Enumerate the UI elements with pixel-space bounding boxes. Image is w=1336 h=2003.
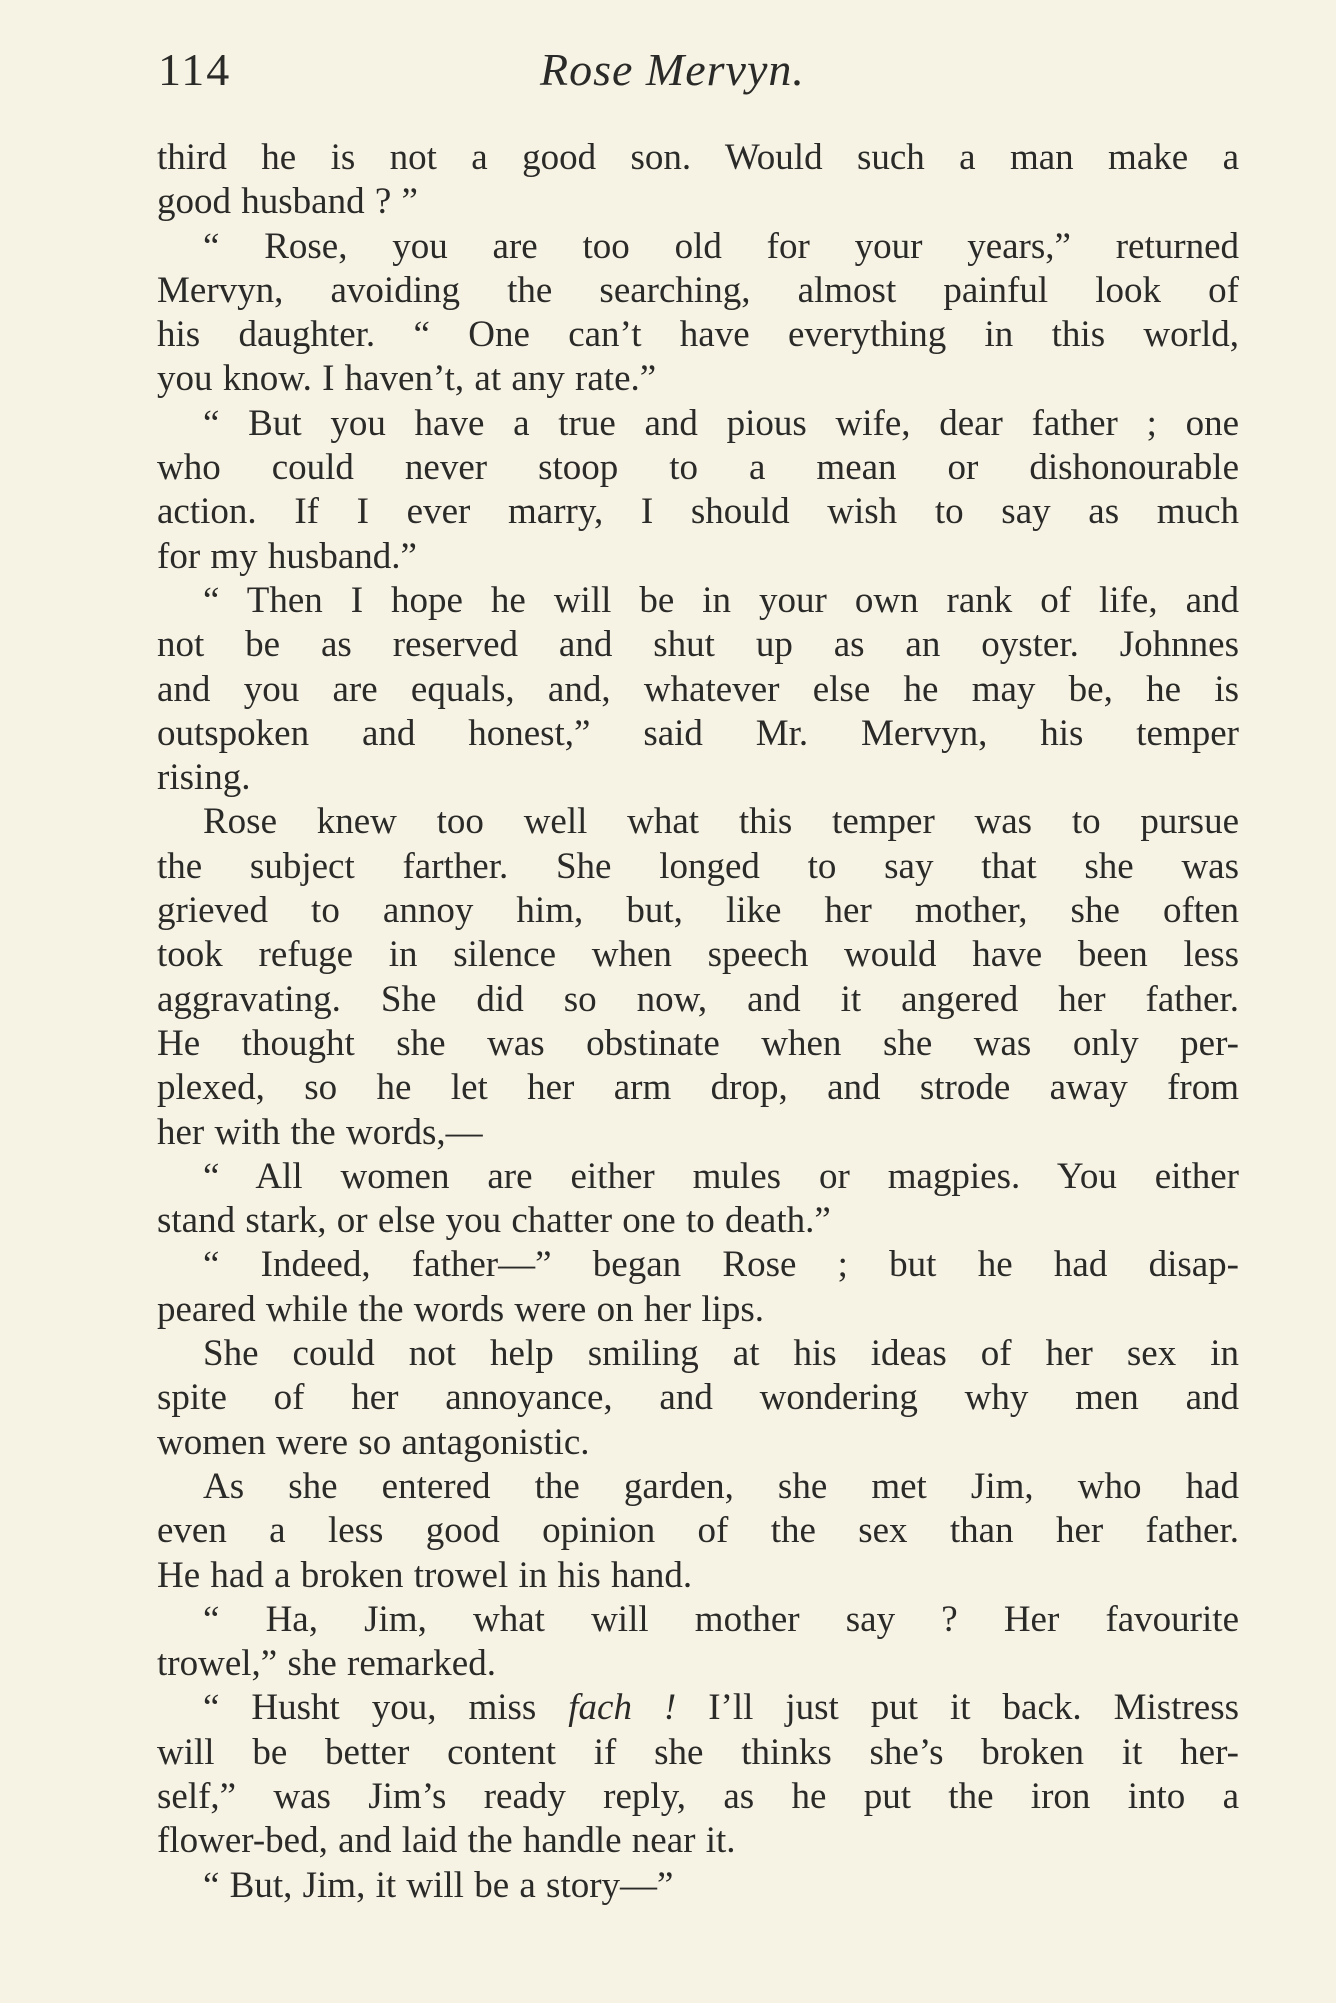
text-line: plexed, so he let her arm drop, and strode away from [157,1067,1239,1109]
text-line: “ But you have a true and pious wife, dear father ; one [203,402,1239,444]
text-line: her with the words,— [157,1111,483,1153]
text-line: will be better content if she thinks she’s broken it her- [157,1731,1239,1773]
text-line: you know. I haven’t, at any rate.” [157,358,657,400]
text-line: who could never stoop to a mean or dishonourable [157,447,1239,489]
text-line: Mervyn, avoiding the searching, almost painful look of [157,269,1239,311]
text-line: not be as reserved and shut up as an oyster. Johnnes [157,624,1239,666]
text-line: spite of her annoyance, and wondering why men and [157,1377,1239,1419]
text-line: third he is not a good son. Would such a man make a [157,137,1239,178]
text-run: “ Husht you, miss [203,1687,569,1729]
text-line: She could not help smiling at his ideas of her sex in [203,1333,1239,1375]
text-line: his daughter. “ One can’t have everything in this world, [157,314,1239,356]
text-line: women were so antagonistic. [157,1421,590,1463]
text-line: “ But, Jim, it will be a story—” [203,1864,674,1906]
page-number: 114 [158,44,232,95]
text-line: stand stark, or else you chatter one to death.” [157,1200,831,1242]
text-line [157,1686,1239,1730]
text-line: flower-bed, and laid the handle near it. [157,1820,736,1862]
text-line: As she entered the garden, she met Jim, who had [203,1465,1239,1507]
text-line: aggravating. She did so now, and it angered her father. [157,978,1239,1020]
text-line: rising. [157,757,251,799]
text-line: for my husband.” [157,535,417,577]
body-text [157,136,1239,1908]
text-line: peared while the words were on her lips. [157,1288,765,1330]
italic-text-run: fach ! [568,1687,677,1729]
text-line: self,” was Jim’s ready reply, as he put the iron into a [157,1775,1239,1817]
text-line: “ Rose, you are too old for your years,” returned [203,225,1239,267]
text-line: action. If I ever marry, I should wish to say as much [157,491,1239,533]
text-line: even a less good opinion of the sex than her father. [157,1510,1239,1552]
text-line: outspoken and honest,” said Mr. Mervyn, his temper [157,712,1239,754]
text-line: “ Indeed, father—” began Rose ; but he had disap- [203,1244,1239,1286]
text-line: grieved to annoy him, but, like her mother, she often [157,890,1239,932]
text-line: Rose knew too well what this temper was to pursue [203,801,1239,843]
text-line: and you are equals, and, whatever else he may be, he is [157,668,1239,710]
text-line: “ Ha, Jim, what will mother say ? Her favourite [203,1598,1239,1640]
text-line: took refuge in silence when speech would have been less [157,934,1239,976]
text-line: “ Then I hope he will be in your own rank of life, and [203,579,1239,621]
text-line: He had a broken trowel in his hand. [157,1554,693,1596]
text-line: trowel,” she remarked. [157,1643,496,1685]
text-line: “ All women are either mules or magpies. You either [203,1155,1239,1197]
text-line: He thought she was obstinate when she was only per- [157,1022,1239,1064]
running-title: Rose Mervyn. [540,44,805,95]
text-line: good husband ? ” [157,181,418,223]
text-line: the subject farther. She longed to say that she was [157,845,1239,887]
text-run: I’ll just put it back. Mistress [676,1687,1239,1729]
